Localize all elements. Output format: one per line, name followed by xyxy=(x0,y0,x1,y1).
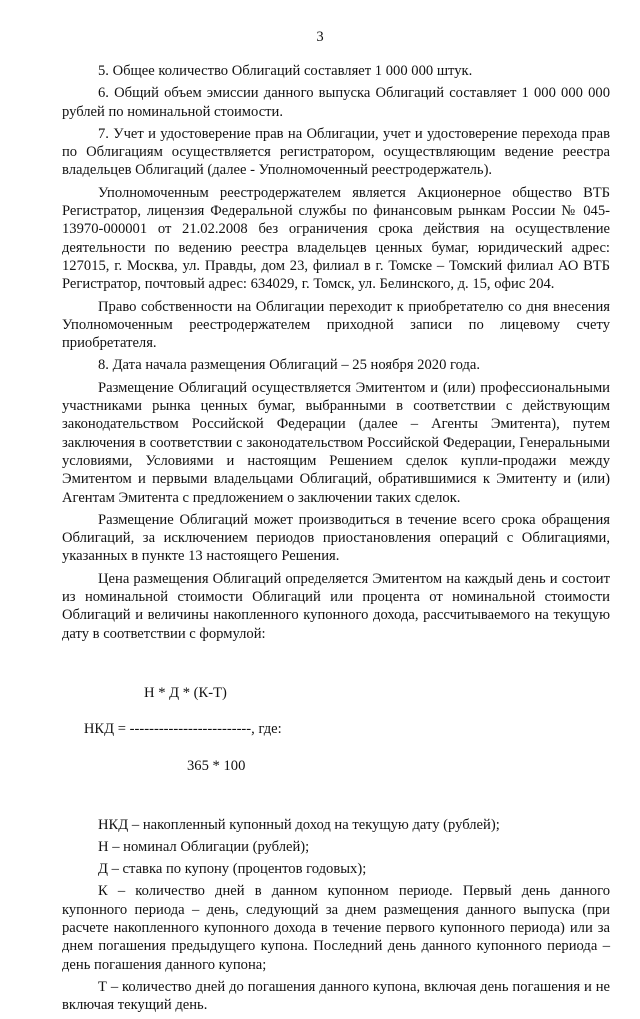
definition-nominal: Н – номинал Облигации (рублей); xyxy=(98,838,310,855)
paragraph-placement-period: Размещение Облигаций может производиться в течение всего срока обращения Облигаций, за исключением периодов приостановления операций с Облигациями, указанных в пункте 13 настоящего Решения. xyxy=(62,511,610,565)
formula-line xyxy=(84,721,282,737)
formula-suffix: , где: xyxy=(251,721,282,738)
paragraph-issue-volume: 6. Общий объем эмиссии данного выпуска Облигаций составляет 1 000 000 000 рублей по номинальной стоимости. xyxy=(62,85,610,120)
document-body xyxy=(62,62,610,1019)
definition-t-days: Т – количество дней до погашения данного купона, включая день погашения и не включая текущий день. xyxy=(62,978,610,1014)
paragraph-placement-price: Цена размещения Облигаций определяется Эмитентом на каждый день и состоит из номинальной стоимости Облигаций или процента от номинальной стоимости Облигаций и величины накопленного купонного дохода, рассчитываемого на текущую дату в соответствии с формулой: xyxy=(62,570,610,642)
formula-numerator: Н * Д * (К-Т) xyxy=(144,684,227,701)
formula-lhs: НКД = xyxy=(83,721,130,738)
definition-k-days: К – количество дней в данном купонном периоде. Первый день данного купонного периода – день, следующий за днем размещения данного выпуска (при расчете накопленного купонного дохода в течение первого купонного периода) или за днем погашения предыдущего купона. Последний день данного купонного периода – день погашения данного купона; xyxy=(62,883,610,973)
accrued-coupon-formula xyxy=(62,647,610,812)
formula-denominator: 365 * 100 xyxy=(187,757,246,774)
paragraph-rights-registration: 7. Учет и удостоверение прав на Облигации, учет и удостоверение перехода прав по Облигациям осуществляется регистратором, осуществляющим ведение реестра владельцев Облигаций (далее - Уполномоченный реестродержатель). xyxy=(62,125,610,179)
paragraph-registrar: Уполномоченным реестродержателем является Акционерное общество ВТБ Регистратор, лицензия Федеральной службы по финансовым рынкам России № 045-13970-000001 от 21.02.2008 без ограничения срока действия на осуществление деятельности по ведению реестра владельцев ценных бумаг, юридический адрес: 127015, г. Москва, ул. Правды, дом 23, филиал в г. Томске – Томский филиал АО ВТБ Регистратор, почтовый адрес: 634029, г. Томск, ул. Белинского, д. 15, офис 204. xyxy=(62,184,610,293)
definition-rate: Д – ставка по купону (процентов годовых); xyxy=(98,861,367,878)
paragraph-placement-date: 8. Дата начала размещения Облигаций – 25 ноября 2020 года. xyxy=(98,357,481,374)
paragraph-bond-quantity: 5. Общее количество Облигаций составляет 1 000 000 штук. xyxy=(98,63,473,79)
paragraph-placement-method: Размещение Облигаций осуществляется Эмитентом и (или) профессиональными участниками рынка ценных бумаг, выбранными в соответствии с действующим законодательством Российской Федерации (далее – Агенты Эмитента), путем заключения в соответствии с законодательством Российской Федерации, Генеральными условиями, Условиями и настоящим Решением сделок купли-продажи между Эмитентом и первыми владельцами Облигаций, обратившимися к Эмитенту и (или) Агентам Эмитента с предложением о заключении таких сделок. xyxy=(62,379,610,506)
formula-bar: ------------------------- xyxy=(129,721,252,738)
definition-nkd: НКД – накопленный купонный доход на текущую дату (рублей); xyxy=(98,816,500,833)
page-number: 3 xyxy=(316,29,324,45)
paragraph-ownership-transfer: Право собственности на Облигации переходит к приобретателю со дня внесения Уполномоченным реестродержателем приходной записи по лицевому счету приобретателя. xyxy=(62,298,610,352)
